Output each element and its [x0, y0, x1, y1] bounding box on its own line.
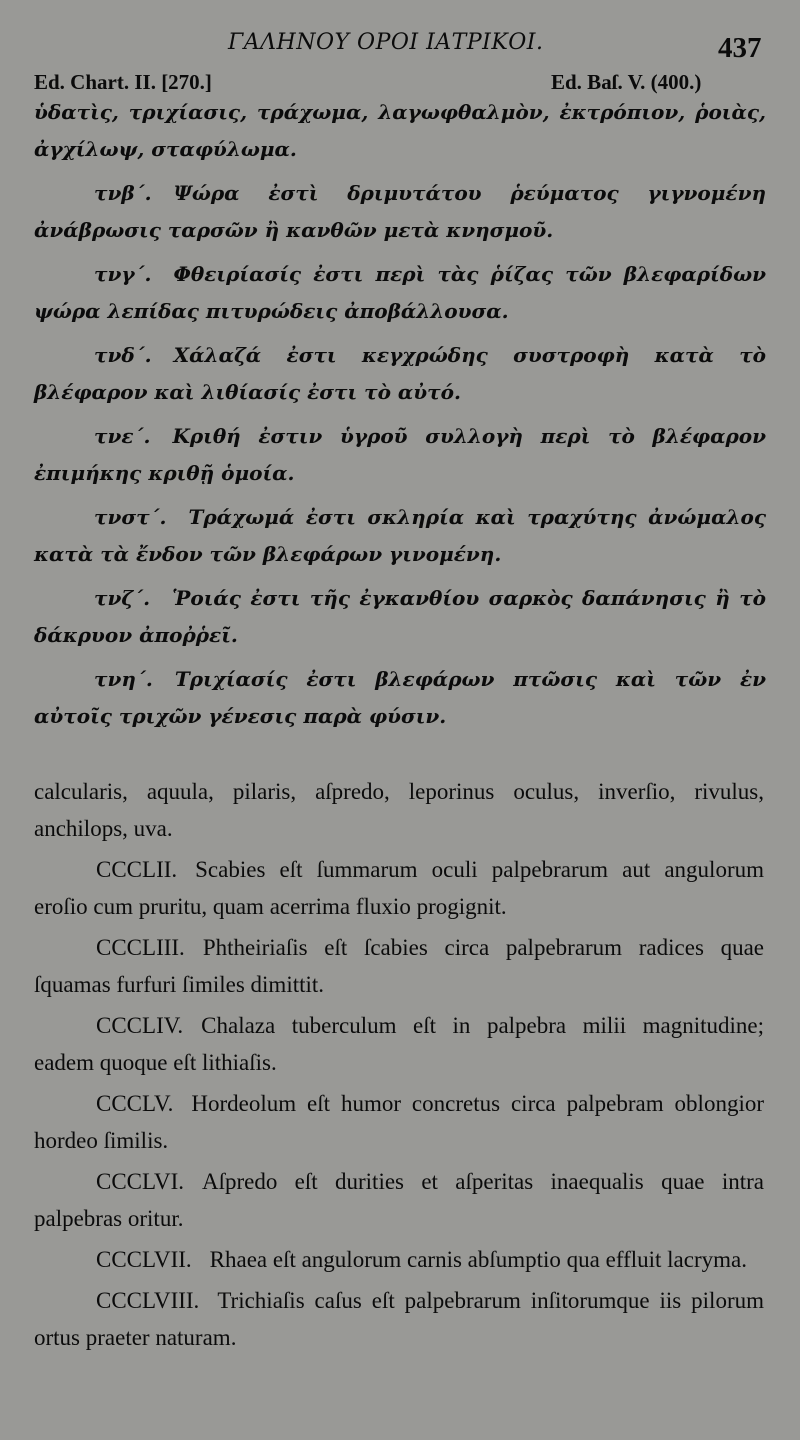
greek-entry — [34, 256, 766, 330]
greek-entry-text: Τράχωμά ἐστι σκληρία καὶ τραχύτης ἀνώμαλος κατὰ τὰ ἔνδον τῶν βλεφάρων γινομένη. — [34, 505, 766, 566]
greek-entry-number: τνζ΄. — [94, 586, 151, 610]
greek-continuation-paragraph: ὑδατὶς, τριχίασις, τράχωμα, λαγωφθαλμὸν, ἐκτρόπιον, ῥοιὰς, ἀγχίλωψ, σταφύλωμα. — [34, 100, 766, 161]
latin-entry-number: CCCLVI. — [96, 1169, 184, 1194]
latin-entry-text: Rhaea eſt angulorum carnis abſumptio qua effluit lacryma. — [209, 1247, 747, 1272]
latin-text-block — [34, 773, 764, 1356]
greek-entry-text: Φθειρίασίς ἐστι περὶ τὰς ῥίζας τῶν βλεφαρίδων ψώρα λεπίδας πιτυρώδεις ἀποβάλλουσα. — [34, 262, 766, 323]
latin-entry-number: CCCLV. — [96, 1091, 174, 1116]
latin-entry — [34, 1241, 764, 1278]
greek-entry — [34, 175, 766, 249]
greek-entry — [34, 661, 766, 735]
latin-entry-text: Hordeolum eſt humor concretus circa palpebram oblongior hordeo ſimilis. — [34, 1091, 764, 1153]
greek-entry-number: τνβ΄. — [94, 181, 152, 205]
greek-entry-text: Τριχίασίς ἐστι βλεφάρων πτῶσις καὶ τῶν ἐν αὐτοῖς τριχῶν γένεσις παρὰ φύσιν. — [34, 667, 766, 728]
greek-entry — [34, 418, 766, 492]
latin-entry-text: Scabies eſt ſummarum oculi palpebrarum aut angulorum eroſio cum pruritu, quam acerrima fluxio progignit. — [34, 857, 764, 919]
greek-text-block — [34, 94, 766, 735]
page-number: 437 — [718, 32, 762, 64]
latin-entry-number: CCCLIII. — [96, 935, 185, 960]
latin-entry-text: Chalaza tuberculum eſt in palpebra milii magnitudine; eadem quoque eſt lithiaſis. — [34, 1013, 764, 1075]
latin-entry-number: CCCLVIII. — [96, 1288, 200, 1313]
greek-entry-number: τνδ΄. — [94, 343, 152, 367]
latin-entry-text: Phtheiriaſis eſt ſcabies circa palpebrarum radices quae ſquamas furfuri ſimiles dimittit. — [34, 935, 764, 997]
running-title: ΓΑΛΗΝΟΥ ΟΡΟΙ ΙΑΤΡΙΚΟΙ. — [228, 30, 544, 55]
greek-entry-text: Ῥοιάς ἐστι τῆς ἐγκανθίου σαρκὸς δαπάνησις ἢ τὸ δάκρυον ἀποῤῥεῖ. — [34, 586, 766, 647]
greek-entry — [34, 499, 766, 573]
greek-entry-number: τνε΄. — [94, 424, 151, 448]
page-header — [0, 30, 800, 70]
latin-entry — [34, 1282, 764, 1356]
latin-entry — [34, 1007, 764, 1081]
latin-entry-number: CCCLIV. — [96, 1013, 184, 1038]
latin-entry — [34, 1085, 764, 1159]
latin-entry-number: CCCLVII. — [96, 1247, 192, 1272]
latin-entry-text: Aſpredo eſt durities et aſperitas inaequalis quae intra palpebras oritur. — [34, 1169, 764, 1231]
greek-entry-number: τνγ΄. — [94, 262, 152, 286]
greek-entry — [34, 337, 766, 411]
greek-entry-number: τνστ΄. — [94, 505, 167, 529]
greek-entry-number: τνη΄. — [94, 667, 153, 691]
greek-entry-text: Κριθή ἐστιν ὑγροῦ συλλογὴ περὶ τὸ βλέφαρον ἐπιμήκης κριθῇ ὁμοία. — [34, 424, 766, 485]
latin-continuation-paragraph: calcularis, aquula, pilaris, aſpredo, leporinus oculus, inverſio, rivulus, anchilops, uva. — [34, 779, 764, 841]
latin-entry-text: Trichiaſis caſus eſt palpebrarum inſitorumque iis pilorum ortus praeter naturam. — [34, 1288, 764, 1350]
latin-entry — [34, 929, 764, 1003]
latin-entry — [34, 1163, 764, 1237]
edition-reference-left: Ed. Chart. II. [270.] — [34, 70, 212, 94]
greek-entry-text: Χάλαζά ἐστι κεγχρώδης συστροφὴ κατὰ τὸ βλέφαρον καὶ λιθίασίς ἐστι τὸ αὐτό. — [34, 343, 766, 404]
edition-reference-right: Ed. Baſ. V. (400.) — [551, 70, 702, 94]
greek-entry-text: Ψώρα ἐστὶ δριμυτάτου ῥεύματος γιγνομένη ἀνάβρωσις ταρσῶν ἢ κανθῶν μετὰ κνησμοῦ. — [34, 181, 766, 242]
greek-entry — [34, 580, 766, 654]
latin-entry — [34, 851, 764, 925]
latin-entry-number: CCCLII. — [96, 857, 178, 882]
